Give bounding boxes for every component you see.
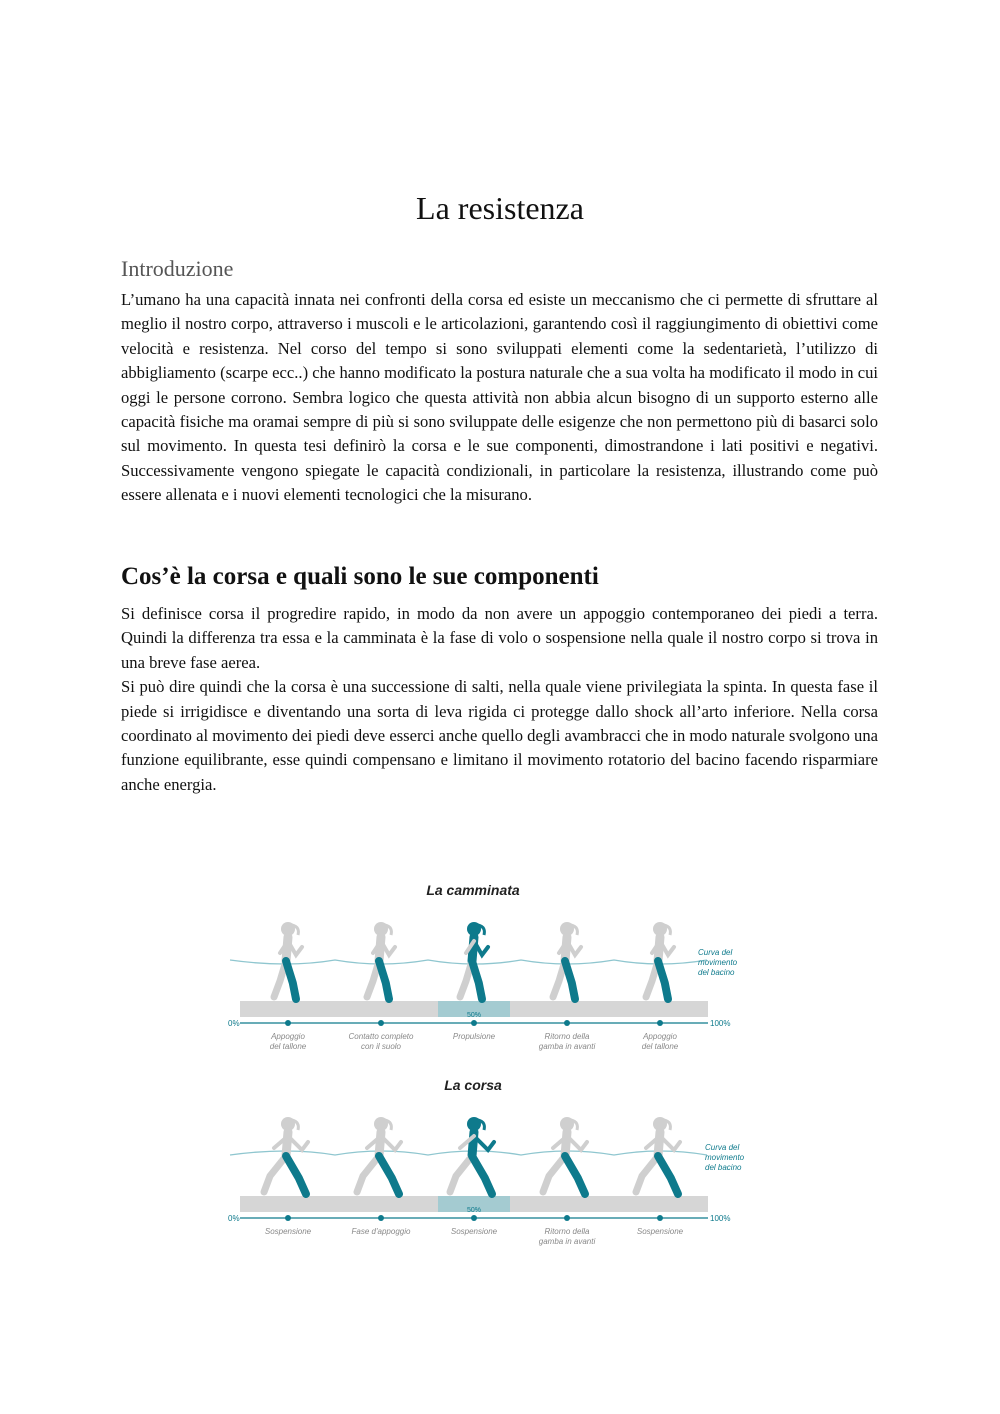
phase-label-line: gamba in avanti (538, 1237, 596, 1246)
curve-label-line: del bacino (698, 968, 735, 977)
phase-label-line: Sospensione (636, 1227, 684, 1236)
phase-label (451, 1227, 498, 1236)
phase-label (642, 1032, 679, 1051)
runner-leg-back (543, 1156, 565, 1192)
timeline-marker (564, 1020, 570, 1026)
timeline-mid: 50% (466, 1012, 482, 1019)
phase-label (352, 1227, 411, 1236)
phase-label-line: Sospensione (450, 1227, 498, 1236)
runner-leg-front (286, 961, 296, 999)
phase-label (349, 1032, 414, 1051)
section-paragraph-2: Si può dire quindi che la corsa è una successione di salti, nella quale viene privilegiata la spinta. In questa fase il piede si irrigidisce e diventando una sorta di leva rigida ci protegge dallo shock all’arto inferiore. Nella corsa coordinato al movimento dei piedi deve esserci anche quello degli avambracci che in modo naturale svolgono una funzione equilibrante, esse quindi compensano e limitano il movimento rotatorio del bacino facendo risparmiare anche energia. (121, 677, 878, 794)
timeline-marker (657, 1215, 663, 1221)
phase-label-line: Appoggio (643, 1032, 677, 1041)
timeline-marker (285, 1215, 291, 1221)
runner-leg-front (658, 1156, 678, 1194)
curve-label (698, 948, 738, 977)
runner-leg-front (472, 1156, 492, 1194)
timeline-marker (471, 1215, 477, 1221)
curve-label-line: movimento (698, 958, 738, 967)
runner-leg-back (450, 1156, 472, 1192)
runner-leg-front (286, 1156, 306, 1194)
phase-label-line: Fase d'appoggio (351, 1227, 411, 1236)
runner-figure (450, 1117, 494, 1194)
phase-label-line: gamba in avanti (538, 1042, 596, 1051)
timeline-marker (471, 1020, 477, 1026)
phase-label-line: del tallone (269, 1042, 307, 1051)
runner-leg-back (357, 1156, 379, 1192)
timeline-marker (657, 1020, 663, 1026)
curve-label-line: Curva del (698, 948, 733, 957)
phase-label-line: con il suolo (360, 1042, 402, 1051)
runner-leg-front (658, 961, 668, 999)
timeline-start: 0% (228, 1214, 240, 1223)
timeline-marker (285, 1020, 291, 1026)
section-paragraph-1: Si definisce corsa il progredire rapido, in modo da non avere un appoggio contemporaneo dei piedi a terra. Quindi la differenza tra essa e la camminata è la fase di volo o sospensione nella quale il nostro corpo si trova in una breve fase aerea. (121, 604, 878, 672)
phase-label (453, 1032, 496, 1041)
phase-label (539, 1227, 596, 1246)
run-panel (228, 1077, 745, 1246)
timeline-end: 100% (710, 1019, 731, 1028)
timeline-start: 0% (228, 1019, 240, 1028)
curve-label-line: movimento (705, 1153, 745, 1162)
runner-figure (264, 1117, 308, 1194)
curve-label-line: Curva del (705, 1143, 740, 1152)
runner-leg-front (565, 1156, 585, 1194)
panel-title: La corsa (444, 1077, 502, 1093)
phase-label-line: Appoggio (271, 1032, 305, 1041)
phase-label (637, 1227, 684, 1236)
runner-figure (636, 1117, 680, 1194)
phase-label-line: Contatto completo (348, 1032, 414, 1041)
runner-figure (460, 922, 488, 999)
curve-label (705, 1143, 745, 1172)
runner-figure (357, 1117, 401, 1194)
runner-figure (274, 922, 302, 999)
panel-title: La camminata (426, 882, 520, 898)
intro-heading: Introduzione (121, 256, 234, 281)
runner-leg-front (379, 961, 389, 999)
runner-leg-front (565, 961, 575, 999)
page-title: La resistenza (416, 190, 584, 226)
timeline-marker (564, 1215, 570, 1221)
phase-label-line: Ritorno della (544, 1032, 590, 1041)
curve-label-line: del bacino (705, 1163, 742, 1172)
runner-leg-back (636, 1156, 658, 1192)
gait-cycle-figure (220, 875, 760, 1255)
runner-figure (543, 1117, 587, 1194)
timeline-marker (378, 1215, 384, 1221)
phase-label-line: Propulsione (452, 1032, 496, 1041)
phase-label (270, 1032, 307, 1051)
phase-label-line: Ritorno della (544, 1227, 590, 1236)
timeline-marker (378, 1020, 384, 1026)
walk-panel (228, 882, 738, 1051)
phase-label (539, 1032, 596, 1051)
runner-leg-front (472, 961, 482, 999)
timeline-mid: 50% (466, 1207, 482, 1214)
timeline-end: 100% (710, 1214, 731, 1223)
phase-label-line: Sospensione (264, 1227, 312, 1236)
phase-label (265, 1227, 312, 1236)
section-heading: Cos’è la corsa e quali sono le sue componenti (121, 563, 599, 590)
runner-leg-back (264, 1156, 286, 1192)
runner-figure (367, 922, 395, 999)
runner-figure (646, 922, 674, 999)
runner-figure (553, 922, 581, 999)
phase-label-line: del tallone (641, 1042, 679, 1051)
section-body (121, 602, 878, 797)
intro-paragraph: L’umano ha una capacità innata nei confronti della corsa ed esiste un meccanismo che ci permette di sfruttare al meglio il nostro corpo, attraverso i muscoli e le articolazioni, garantendo così il raggiungimento di obiettivi come velocità e resistenza. Nel corso del tempo si sono sviluppati elementi come la sedentarietà, l’utilizzo di abbigliamento (scarpe ecc..) che hanno modificato la postura naturale che a sua volta ha modificato il modo in cui oggi le persone corrono. Sembra logico che questa attività non abbia alcun bisogno di un supporto esterno alle capacità fisiche ma oramai sempre di più si sono sviluppate delle esigenze che non permettono più di basarci solo sul movimento. In questa tesi definirò la corsa e le sue componenti, dimostrandone i lati positivi e negativi. Successivamente vengono spiegate le capacità condizionali, in particolare la resistenza, illustrando come può essere allenata e i nuovi elementi tecnologici che la misurano. (121, 290, 878, 505)
runner-leg-front (379, 1156, 399, 1194)
